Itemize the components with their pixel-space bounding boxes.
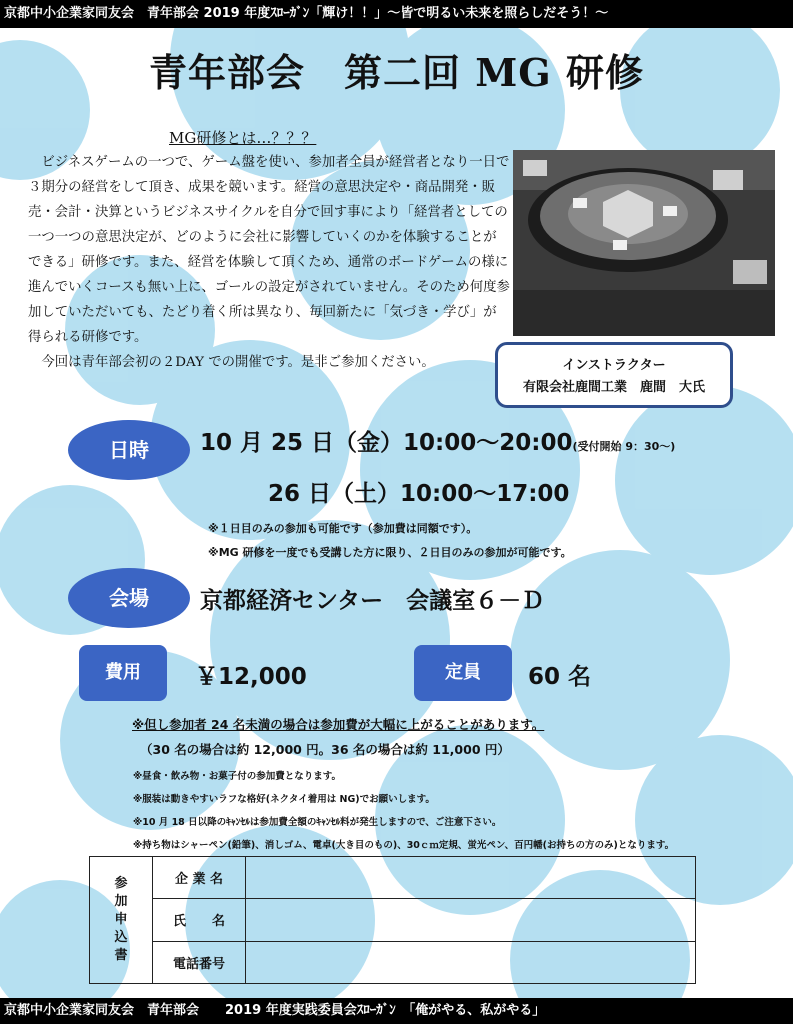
- fee-label-box: [79, 645, 167, 701]
- instructor-box: [495, 342, 733, 408]
- instructor-name: 有限会社鹿間工業 鹿間 大氏: [522, 380, 705, 395]
- note-line-3: ※10 月 18 日以降のｷｬﾝｾﾙは参加費全額のｷｬﾝｾﾙ料が発生しますので、ご注意下さい。: [133, 817, 502, 828]
- intro-heading-text: MG研修とは…？？？: [169, 129, 317, 147]
- note-line-4: ※持ち物はシャーペン(鉛筆)、消しゴム、電卓(大き目のもの)、30ｃｍ定規、蛍光ペン、百円幡(お持ちの方のみ)となります。: [133, 840, 675, 851]
- schedule-label: 日時: [109, 438, 149, 462]
- form-label-company: 企 業 名: [153, 857, 246, 899]
- capacity-value: 60 名: [528, 664, 592, 690]
- intro-text: [28, 150, 510, 375]
- bottom-slogan-banner: 京都中小企業家同友会 青年部会 2019 年度実践委員会ｽﾛｰｶﾞﾝ 「俺がやる、私がやる」: [0, 998, 793, 1024]
- capacity-label-box: [414, 645, 512, 701]
- instructor-label: インストラクター: [562, 358, 666, 373]
- schedule-day1-text: 10 月 25 日（金）10:00〜20:00: [200, 430, 573, 456]
- board-game-illustration: [513, 150, 775, 336]
- venue-value: 京都経済センター 会議室６－Ｄ: [200, 588, 545, 614]
- form-field-company[interactable]: [246, 857, 696, 899]
- venue-label-oval: [68, 568, 190, 628]
- capacity-label: 定員: [445, 662, 481, 683]
- form-title-text: 参加申込書: [114, 876, 128, 963]
- form-label-phone: 電話番号: [153, 941, 246, 983]
- fee-value: ￥12,000: [195, 664, 307, 690]
- form-title: [90, 857, 153, 984]
- form-field-name[interactable]: [246, 899, 696, 941]
- intro-paragraph-1: ビジネスゲームの一つで、ゲーム盤を使い、参加者全員が経営者となり一日で３期分の経営をして頂き、成果を競います。経営の意思決定や・商品開発・販売・会計・決算というビジネスサイクルを自分で回す事により「経営者としての一つ一つの意思決定が、どのように会社に影響していくのかを体験することができる」研修です。また、経営を体験して頂くため、通常のボードゲームの様に進んでいくコースも無い上に、ゴールの設定がされていません。そのため何度参加していただいても、たどり着く所は異なり、毎回新たに「気づき・学び」が得られる研修です。: [28, 155, 510, 345]
- schedule-reception-time: (受付開始 9：30〜): [572, 440, 676, 453]
- schedule-day1: [200, 424, 675, 457]
- schedule-note-1: ※１日目のみの参加も可能です（参加費は同額です）。: [208, 522, 478, 535]
- intro-heading: [169, 127, 316, 148]
- fee-warning: ※但し参加者 24 名未満の場合は参加費が大幅に上がることがあります。: [132, 717, 545, 732]
- note-line-1: ※昼食・飲み物・お菓子付の参加費となります。: [133, 771, 341, 782]
- form-field-phone[interactable]: [246, 941, 696, 983]
- application-form: [89, 856, 696, 984]
- page-title: 青年部会 第二回 MG 研修: [149, 50, 644, 95]
- note-line-2: ※服装は動きやすいラフな格好(ネクタイ着用は NG)でお願いします。: [133, 794, 435, 805]
- fee-warning-detail: （30 名の場合は約 12,000 円。36 名の場合は約 11,000 円）: [140, 742, 510, 757]
- venue-label: 会場: [109, 586, 149, 610]
- top-slogan-banner: 京都中小企業家同友会 青年部会 2019 年度ｽﾛｰｶﾞﾝ「輝け！！」〜皆で明るい未来を照らしだそう！〜: [0, 0, 793, 28]
- schedule-note-2: ※MG 研修を一度でも受講した方に限り、２日目のみの参加が可能です。: [208, 546, 572, 559]
- board-game-photo: [513, 150, 775, 336]
- schedule-day2: 26 日（土）10:00〜17:00: [268, 481, 570, 507]
- intro-paragraph-2: 今回は青年部会初の２DAY での開催です。是非ご参加ください。: [41, 355, 435, 370]
- fee-label: 費用: [105, 662, 141, 683]
- schedule-label-oval: [68, 420, 190, 480]
- form-label-name: 氏 名: [153, 899, 246, 941]
